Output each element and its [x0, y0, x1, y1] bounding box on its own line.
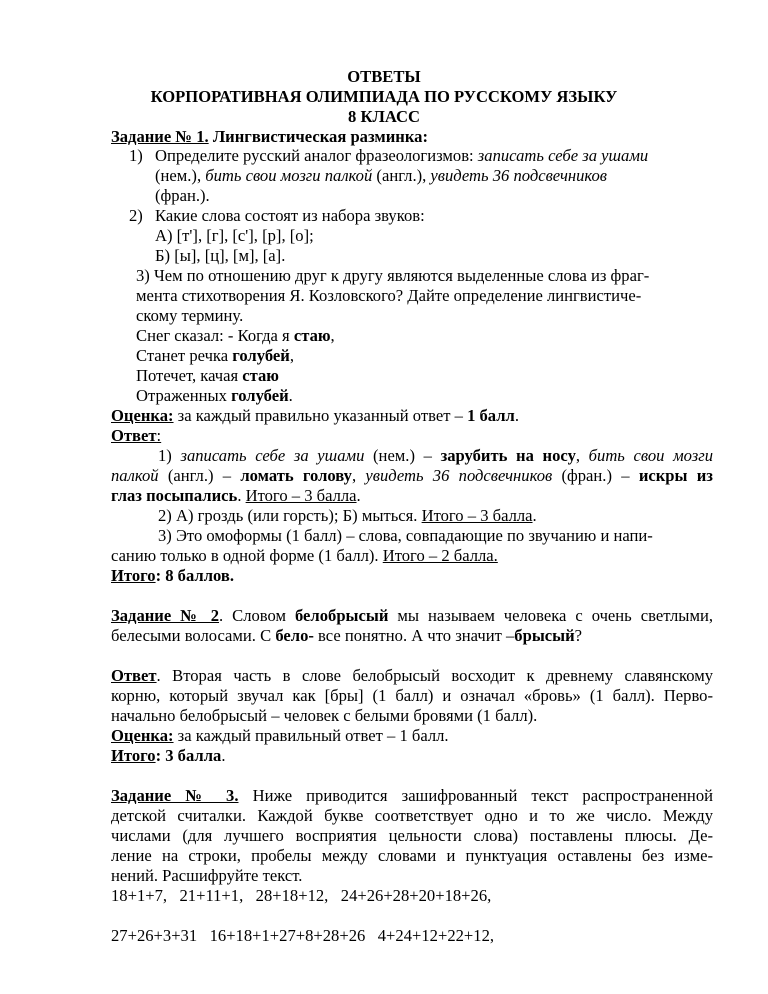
task3-line5: нений. Расшифруйте текст.	[111, 866, 303, 885]
task1-answer3-line1: 3) Это омоформы (1 балл) – слова, совпадающие по звучанию и напи-	[158, 526, 653, 545]
task1-answer1-line1: 1) записать себе за ушами (нем.) – зарубить на носу, бить свои мозги	[158, 446, 713, 465]
task1-answer2: 2) А) гроздь (или горсть); Б) мыться. Итого – 3 балла.	[158, 506, 537, 525]
task1-heading	[111, 127, 428, 147]
task1-answer1-line3: глаз посыпались. Итого – 3 балла.	[111, 486, 361, 505]
task1-answer1-line2: палкой (англ.) – ломать голову, увидеть 36 подсвечников (фран.) – искры из	[111, 466, 713, 485]
task1-q2-text: Какие слова состоят из набора звуков:	[155, 206, 425, 225]
task3-line3: числами (для лучшего восприятия цельности слова) поставлены плюсы. Де-	[111, 826, 713, 845]
task3-code-line1: 18+1+7, 21+11+1, 28+18+12, 24+26+28+20+18+26,	[111, 886, 492, 905]
task1-title: Лингвистическая разминка:	[212, 127, 428, 146]
poem-line: Отраженных голубей.	[136, 386, 293, 405]
task1-answer3-line2: санию только в одной форме (1 балл). Итого – 2 балла.	[111, 546, 498, 565]
task1-q3-line2: мента стихотворения Я. Козловского? Дайте определение лингвистиче-	[136, 286, 642, 305]
doc-heading-grade: 8 КЛАСС	[348, 107, 420, 126]
task1-q1-line1: Определите русский аналог фразеологизмов: записать себе за ушами	[155, 146, 649, 165]
task3-line1: Задание № 3. Ниже приводится зашифрованный текст распространенной	[111, 786, 713, 805]
task1-answer-heading: Ответ:	[111, 426, 162, 445]
task2-score: Оценка: за каждый правильный ответ – 1 балл.	[111, 726, 449, 745]
task2-answer-line1: Ответ. Вторая часть в слове белобрысый восходит к древнему славянскому	[111, 666, 713, 685]
task1-q2-b: Б) [ы], [ц], [м], [а].	[155, 246, 286, 265]
task3-line4: ление на строки, пробелы между словами и пунктуация оставлены без изме-	[111, 846, 713, 865]
doc-heading-answers: ОТВЕТЫ	[347, 67, 421, 86]
task1-q3-line3: скому термину.	[136, 306, 244, 325]
task2-answer-line2: корню, который звучал как [бры] (1 балл) и означал «бровь» (1 балл). Перво-	[111, 686, 713, 705]
task1-q2-num: 2)	[129, 206, 143, 225]
poem-line: Станет речка голубей,	[136, 346, 294, 365]
poem-line: Снег сказал: - Когда я стаю,	[136, 326, 335, 345]
task3-line2: детской считалки. Каждой букве соответствует одно и то же число. Между	[111, 806, 713, 825]
task1-score: Оценка: за каждый правильно указанный ответ – 1 балл.	[111, 406, 520, 425]
poem-line: Потечет, качая стаю	[136, 366, 279, 385]
task1-total: Итого: 8 баллов.	[111, 566, 235, 585]
task1-q3-line1: 3) Чем по отношению друг к другу являются выделенные слова из фраг-	[136, 266, 650, 285]
task2-line1: Задание № 2. Словом белобрысый мы называем человека с очень светлыми,	[111, 606, 713, 625]
task1-q2-a: А) [т'], [г], [с'], [р], [о];	[155, 226, 314, 245]
task2-total: Итого: 3 балла.	[111, 746, 226, 765]
task3-code-line2: 27+26+3+31 16+18+1+27+8+28+26 4+24+12+22+12,	[111, 926, 495, 945]
task2-answer-line3: начально белобрысый – человек с белыми бровями (1 балл).	[111, 706, 538, 725]
task1-label: Задание № 1.	[111, 127, 209, 146]
task1-q1-line3: (фран.).	[155, 186, 210, 205]
task2-line2: белесыми волосами. С бело- все понятно. А что значит –брысый?	[111, 626, 583, 645]
task1-q1-line2: (нем.), бить свои мозги палкой (англ.), увидеть 36 подсвечников	[155, 166, 608, 185]
task1-q1-num: 1)	[129, 146, 143, 165]
doc-heading-olympiad: КОРПОРАТИВНАЯ ОЛИМПИАДА ПО РУССКОМУ ЯЗЫКУ	[150, 87, 618, 106]
